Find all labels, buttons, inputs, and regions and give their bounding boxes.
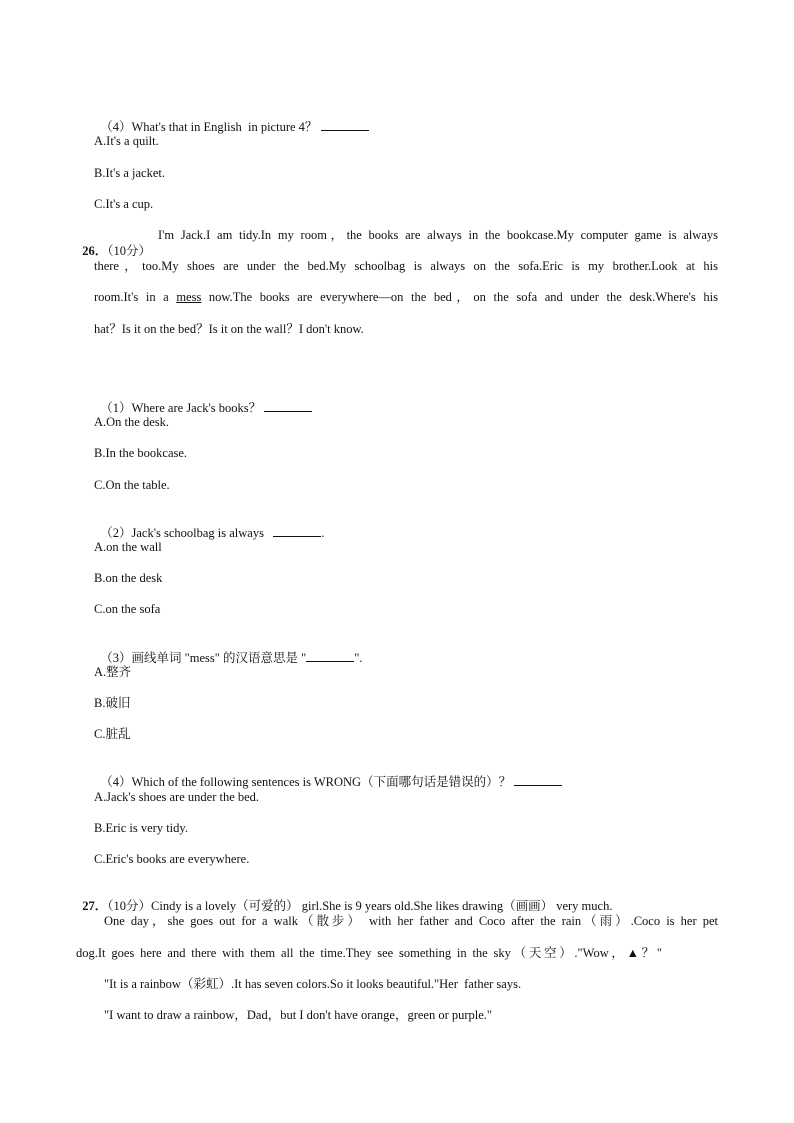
question-stem: （4）What's that in English in picture 4？ <box>100 120 318 134</box>
q26-passage-line-2: there，too.My shoes are under the bed.My schoolbag is always on the sofa.Eric is my brother.Look at his <box>94 259 718 273</box>
option-c: C.On the table. <box>94 478 170 492</box>
question-stem: （1）Where are Jack's books？ <box>100 401 262 415</box>
q27-line-1 <box>76 882 612 914</box>
option-b: B.on the desk <box>94 571 163 585</box>
question-stem: （4）Which of the following sentences is WRONG（下面哪句话是错误的）？ <box>100 775 512 789</box>
option-a: A.on the wall <box>94 540 162 554</box>
answer-blank[interactable] <box>273 524 321 537</box>
points: （10分） <box>107 244 152 258</box>
option-c: C.脏乱 <box>94 727 131 741</box>
q27-line-3: dog.It goes here and there with them all the time.They see something in the sky（天空）."Wow，▲？" <box>76 946 662 960</box>
q26-question-3 <box>94 633 362 666</box>
question-stem: （3）画线单词 "mess" 的汉语意思是 " <box>100 651 307 665</box>
option-c: C.It's a cup. <box>94 197 154 211</box>
q27-line-5: "I want to draw a rainbow，Dad，but I don't have orange，green or purple." <box>104 1008 493 1022</box>
option-b: B.It's a jacket. <box>94 166 165 180</box>
q26-passage-line-1: I'm Jack.I am tidy.In my room，the books are always in the bookcase.My computer game is always <box>158 228 718 242</box>
option-c: C.Eric's books are everywhere. <box>94 852 250 866</box>
option-c: C.on the sofa <box>94 602 161 616</box>
option-a: A.It's a quilt. <box>94 134 159 148</box>
underlined-word: mess <box>176 290 202 304</box>
q26-number <box>76 227 151 259</box>
text: room.It's in a <box>94 290 177 304</box>
q26-question-2: （2）Jack's schoolbag is always . <box>100 526 325 540</box>
passage-text: Cindy is a lovely（可爱的） girl.She is 9 years old.She likes drawing（画画） very much. <box>151 899 613 913</box>
q26-question-1 <box>94 383 312 416</box>
option-b: B.破旧 <box>94 696 131 710</box>
q26-passage-line-3 <box>94 289 718 305</box>
answer-blank[interactable] <box>514 773 562 786</box>
text: now.The books are everywhere—on the bed，on the sofa and under the desk.Where's his <box>201 290 718 304</box>
option-b: B.In the bookcase. <box>94 446 188 460</box>
q25-question-4 <box>94 102 369 135</box>
q26-question-4 <box>94 757 562 790</box>
question-stem: （2）Jack's schoolbag is always <box>100 526 264 540</box>
option-b: B.Eric is very tidy. <box>94 821 188 835</box>
option-a: A.On the desk. <box>94 415 169 429</box>
option-a: A.Jack's shoes are under the bed. <box>94 790 260 804</box>
answer-blank[interactable] <box>321 118 369 131</box>
question-number: 27． <box>82 899 108 913</box>
q26-passage-line-4: hat？Is it on the bed？Is it on the wall？I don't know. <box>94 322 364 336</box>
answer-blank[interactable] <box>306 649 354 662</box>
q27-line-2: One day，she goes out for a walk（散步） with her father and Coco after the rain（雨）.Coco is her pet <box>104 914 718 928</box>
stem-end: ". <box>354 651 363 665</box>
points: （10分） <box>107 899 152 913</box>
question-number: 26． <box>82 244 108 258</box>
answer-blank[interactable] <box>264 399 312 412</box>
q27-line-4: "It is a rainbow（彩虹）.It has seven colors.So it looks beautiful."Her father says. <box>104 977 522 991</box>
option-a: A.整齐 <box>94 665 132 679</box>
